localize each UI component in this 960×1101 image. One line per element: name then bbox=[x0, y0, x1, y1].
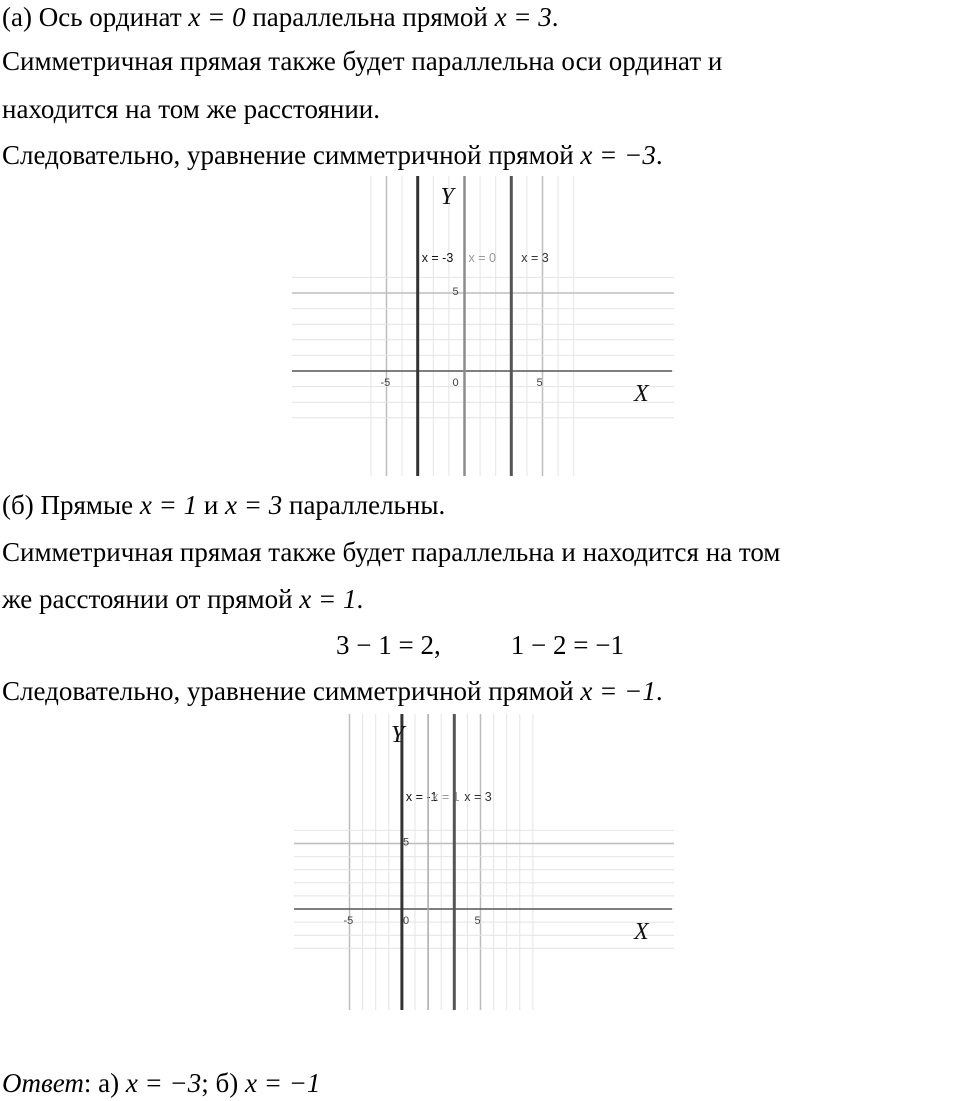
line-label-2: x = 1 bbox=[432, 790, 460, 804]
text: . bbox=[655, 140, 663, 170]
y-tick-label: 5 bbox=[452, 286, 459, 298]
math-expression: x = −1 bbox=[580, 676, 656, 706]
text: (б) Прямые bbox=[2, 490, 140, 520]
text: (а) Ось ординат bbox=[2, 2, 189, 32]
text: . bbox=[356, 584, 364, 614]
graph-a bbox=[292, 176, 674, 476]
part-a-line-3: находится на том же расстоянии. bbox=[2, 94, 380, 124]
text: ; б) bbox=[201, 1068, 245, 1098]
line-label-3: x = 3 bbox=[464, 790, 492, 804]
y-axis-name: Y bbox=[391, 722, 405, 748]
math-expression: x = 1 bbox=[139, 490, 198, 520]
grid bbox=[292, 176, 674, 476]
calc-expression-2: 1 − 2 = −1 bbox=[510, 630, 624, 660]
grid bbox=[294, 714, 674, 1010]
calc-expression-1: 3 − 1 = 2, bbox=[336, 630, 441, 660]
part-a-line-1 bbox=[2, 0, 559, 34]
answer-b: x = −1 bbox=[245, 1068, 321, 1098]
part-a-line-2: Симметричная прямая также будет параллельна оси ординат и bbox=[2, 46, 723, 76]
text: Следовательно, уравнение симметричной прямой bbox=[2, 676, 581, 706]
text: же расстоянии от прямой bbox=[2, 584, 300, 614]
part-b-calculation bbox=[0, 628, 960, 662]
math-expression: x = −3 bbox=[580, 140, 656, 170]
part-b-line-2: Симметричная прямая также будет параллельна и находится на том bbox=[2, 537, 781, 567]
x-tick-label: 0 bbox=[403, 915, 410, 927]
text: Следовательно, уравнение симметричной прямой bbox=[2, 140, 581, 170]
text: параллельны. bbox=[282, 490, 446, 520]
text: параллельна прямой bbox=[245, 2, 495, 32]
text: . bbox=[551, 2, 559, 32]
graph-b bbox=[294, 714, 674, 1010]
part-b-line-4 bbox=[2, 674, 663, 708]
x-tick-label: 5 bbox=[536, 377, 543, 389]
text: . bbox=[655, 676, 663, 706]
answer-a: x = −3 bbox=[125, 1068, 202, 1098]
line-label-2: x = 0 bbox=[468, 251, 496, 265]
y-axis-name: Y bbox=[440, 184, 454, 210]
part-b-line-3 bbox=[2, 582, 363, 616]
answer-line bbox=[2, 1066, 320, 1100]
answer-label: Ответ bbox=[2, 1068, 84, 1098]
y-tick-label: 5 bbox=[403, 836, 410, 849]
math-expression: x = 3 bbox=[494, 2, 552, 32]
math-expression: x = 3 bbox=[225, 490, 283, 520]
x-tick-label: -5 bbox=[343, 915, 354, 927]
x-tick-label: 5 bbox=[474, 915, 481, 927]
x-axis-name: X bbox=[634, 919, 649, 945]
text: и bbox=[197, 490, 226, 520]
line-label-3: x = 3 bbox=[521, 251, 549, 265]
line-label-1: x = -1 bbox=[405, 790, 438, 804]
line-label-1: x = -3 bbox=[421, 251, 454, 265]
x-tick-label: 0 bbox=[452, 377, 459, 389]
x-axis-name: X bbox=[634, 381, 649, 407]
part-a-line-4 bbox=[2, 138, 663, 172]
x-tick-label: -5 bbox=[380, 377, 391, 389]
text: : а) bbox=[83, 1068, 126, 1098]
part-b-line-1 bbox=[2, 488, 445, 522]
math-expression: x = 1 bbox=[299, 584, 357, 614]
math-expression: x = 0 bbox=[188, 2, 246, 32]
